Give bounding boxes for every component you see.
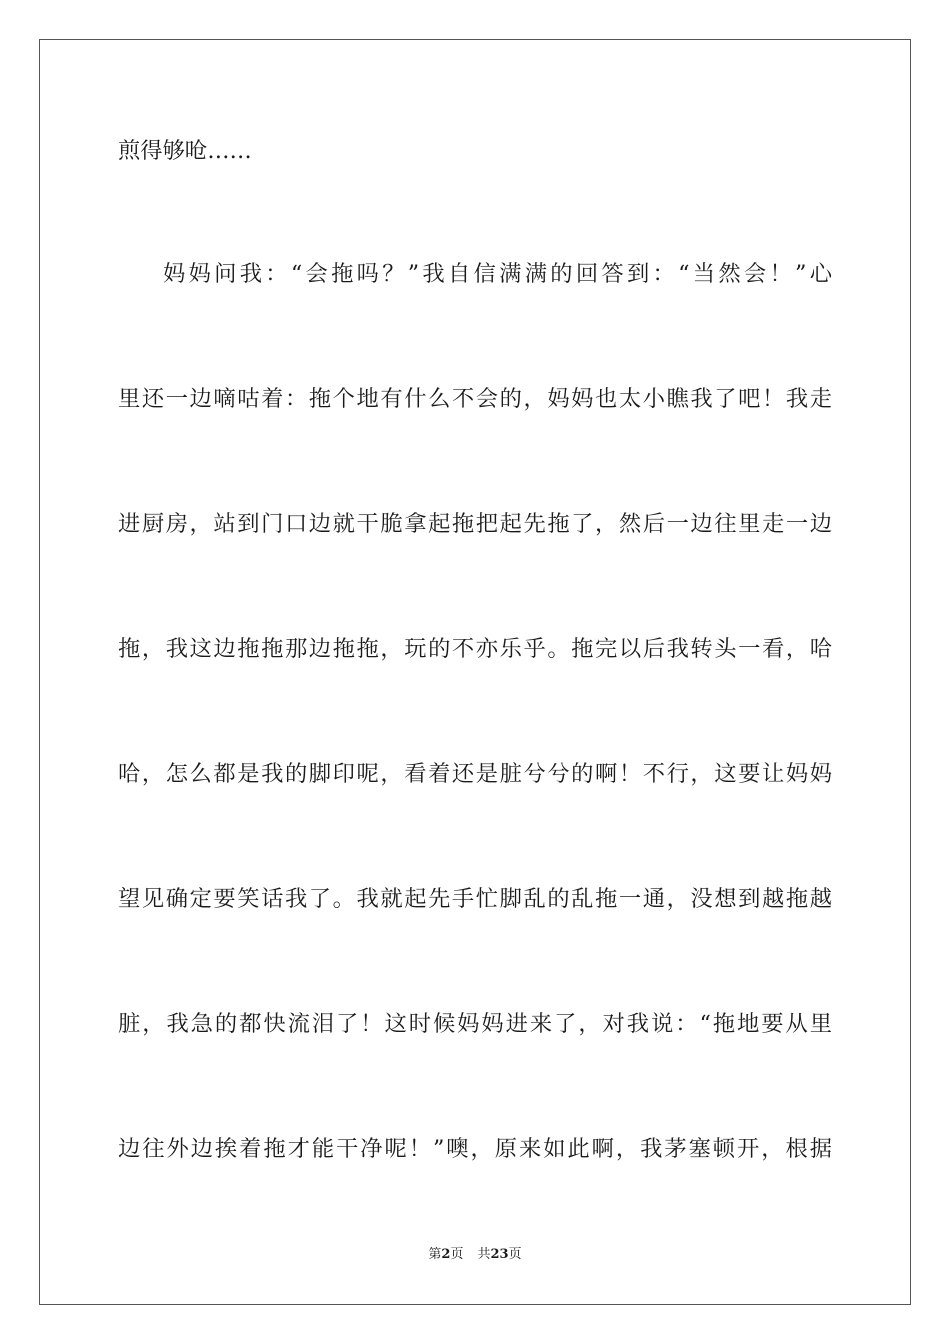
page-unit: 页 xyxy=(450,1247,464,1262)
page-prefix: 第 xyxy=(428,1247,442,1262)
total-unit: 页 xyxy=(508,1247,522,1262)
page-footer xyxy=(0,1245,950,1265)
body-line-9: 边往外边挨着拖才能干净呢！”噢，原来如此啊，我茅塞顿开，根据 xyxy=(118,1136,832,1162)
page-total: 23 xyxy=(490,1247,509,1262)
body-line-4: 进厨房，站到门口边就干脆拿起拖把起先拖了，然后一边往里走一边 xyxy=(118,511,832,537)
body-line-8: 脏，我急的都快流泪了！这时候妈妈进来了，对我说：“拖地要从里 xyxy=(118,1011,832,1037)
page-frame xyxy=(39,39,911,1305)
page-current: 2 xyxy=(441,1247,451,1262)
body-line-1: 煎得够呛…… xyxy=(118,138,252,164)
body-line-3: 里还一边嘀咕着：拖个地有什么不会的，妈妈也太小瞧我了吧！我走 xyxy=(118,386,832,412)
body-line-5: 拖，我这边拖拖那边拖拖，玩的不亦乐乎。拖完以后我转头一看，哈 xyxy=(118,636,832,662)
body-line-2: 妈妈问我：“会拖吗？”我自信满满的回答到：“当然会！”心 xyxy=(163,261,832,287)
body-line-7: 望见确定要笑话我了。我就起先手忙脚乱的乱拖一通，没想到越拖越 xyxy=(118,886,832,912)
body-line-6: 哈，怎么都是我的脚印呢，看着还是脏兮兮的啊！不行，这要让妈妈 xyxy=(118,761,832,787)
total-prefix: 共 xyxy=(477,1247,491,1262)
